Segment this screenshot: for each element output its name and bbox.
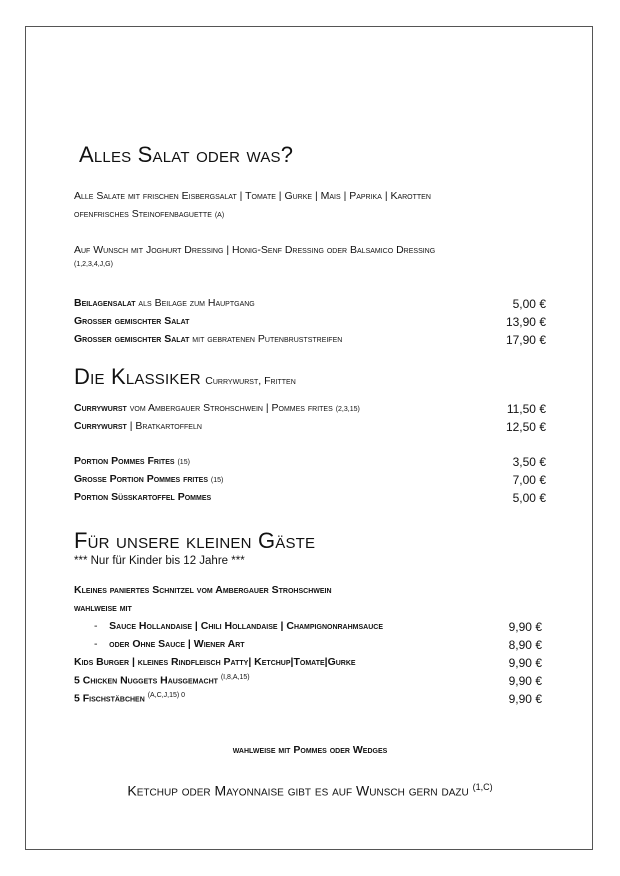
price: 12,50 € <box>505 420 546 434</box>
classics-heading: Die Klassiker <box>74 364 201 389</box>
menu-item-suesskartoffel: Portion Süßkartoffel Pommes 5,00 € <box>74 491 546 505</box>
salad-dressing-note: (1,2,3,4,J,G) <box>74 261 113 268</box>
kids-item-burger: Kids Burger | kleines Rindfleisch Patty| Ketchup|Tomate|Gurke 9,90 € <box>74 656 542 670</box>
price: 8,90 € <box>508 638 542 652</box>
classics-subheading: Currywurst, Fritten <box>205 375 296 387</box>
kids-item-fischstaebchen: 5 Fischstäbchen $^{(A,C,J,15) 0}$ 9,90 € <box>74 692 542 706</box>
kids-subheading: *** Nur für Kinder bis 12 Jahre *** <box>74 555 245 567</box>
price: 9,90 € <box>508 674 542 688</box>
price: 9,90 € <box>508 692 542 706</box>
price: 7,00 € <box>512 473 546 487</box>
menu-item-currywurst-bratkartoffeln: Currywurst | Bratkartoffeln 12,50 € <box>74 420 546 434</box>
menu-item-pommes: Portion Pommes Frites (15) 3,50 € <box>74 455 546 469</box>
classics-heading-row <box>74 364 296 390</box>
menu-item-grosser-salat: Großer gemischter Salat 13,90 € <box>74 315 546 329</box>
price: 9,90 € <box>508 620 542 634</box>
kids-heading: Für unsere kleinen Gäste <box>74 528 316 553</box>
kids-sides-note: wahlweise mit Pommes oder Wedges <box>232 744 388 756</box>
price: 11,50 € <box>506 402 546 416</box>
menu-item-currywurst-pommes: Currywurst vom Ambergauer Strohschwein | Pommes frites (2,3,15) 11,50 € <box>74 402 546 416</box>
price: 5,00 € <box>512 297 546 311</box>
price: 9,90 € <box>508 656 542 670</box>
price: 5,00 € <box>512 491 546 505</box>
salad-dressing-line: Auf Wunsch mit Joghurt Dressing | Honig-Senf Dressing oder Balsamico Dressing <box>74 244 436 256</box>
salad-intro-line1: Alle Salate mit frischen Eisbergsalat | Tomate | Gurke | Mais | Paprika | Karotten <box>74 190 431 202</box>
kids-item-nuggets: 5 Chicken Nuggets Hausgemacht $^{(I,8,A,15)}$ 9,90 € <box>74 674 542 688</box>
kids-option-sauce: - Sauce Hollandaise | Chili Hollandaise | Champignonrahmsauce 9,90 € <box>94 620 542 634</box>
salad-intro-line2: ofenfrisches Steinofenbaguette (A) <box>74 208 225 220</box>
kids-option-ohne-sauce: - oder Ohne Sauce | Wiener Art 8,90 € <box>94 638 542 652</box>
salad-heading: Alles Salat oder was? <box>79 142 294 167</box>
menu-item-grosse-pommes: Große Portion Pommes frites (15) 7,00 € <box>74 473 546 487</box>
kids-schnitzel-line2: wahlweise mit <box>74 602 132 614</box>
kids-schnitzel-line1: Kleines paniertes Schnitzel vom Ambergauer Strohschwein <box>74 584 332 596</box>
price: 3,50 € <box>512 455 546 469</box>
price: 17,90 € <box>505 333 546 347</box>
price: 13,90 € <box>505 315 546 329</box>
condiments-note: Ketchup oder Mayonnaise gibt es auf Wunsch gern dazu $^{(1,C)}$ <box>127 782 493 799</box>
menu-item-grosser-salat-pute: Großer gemischter Salat mit gebratenen Putenbruststreifen 17,90 € <box>74 333 546 347</box>
menu-item-beilagensalat: Beilagensalat als Beilage zum Hauptgang 5,00 € <box>74 297 546 311</box>
